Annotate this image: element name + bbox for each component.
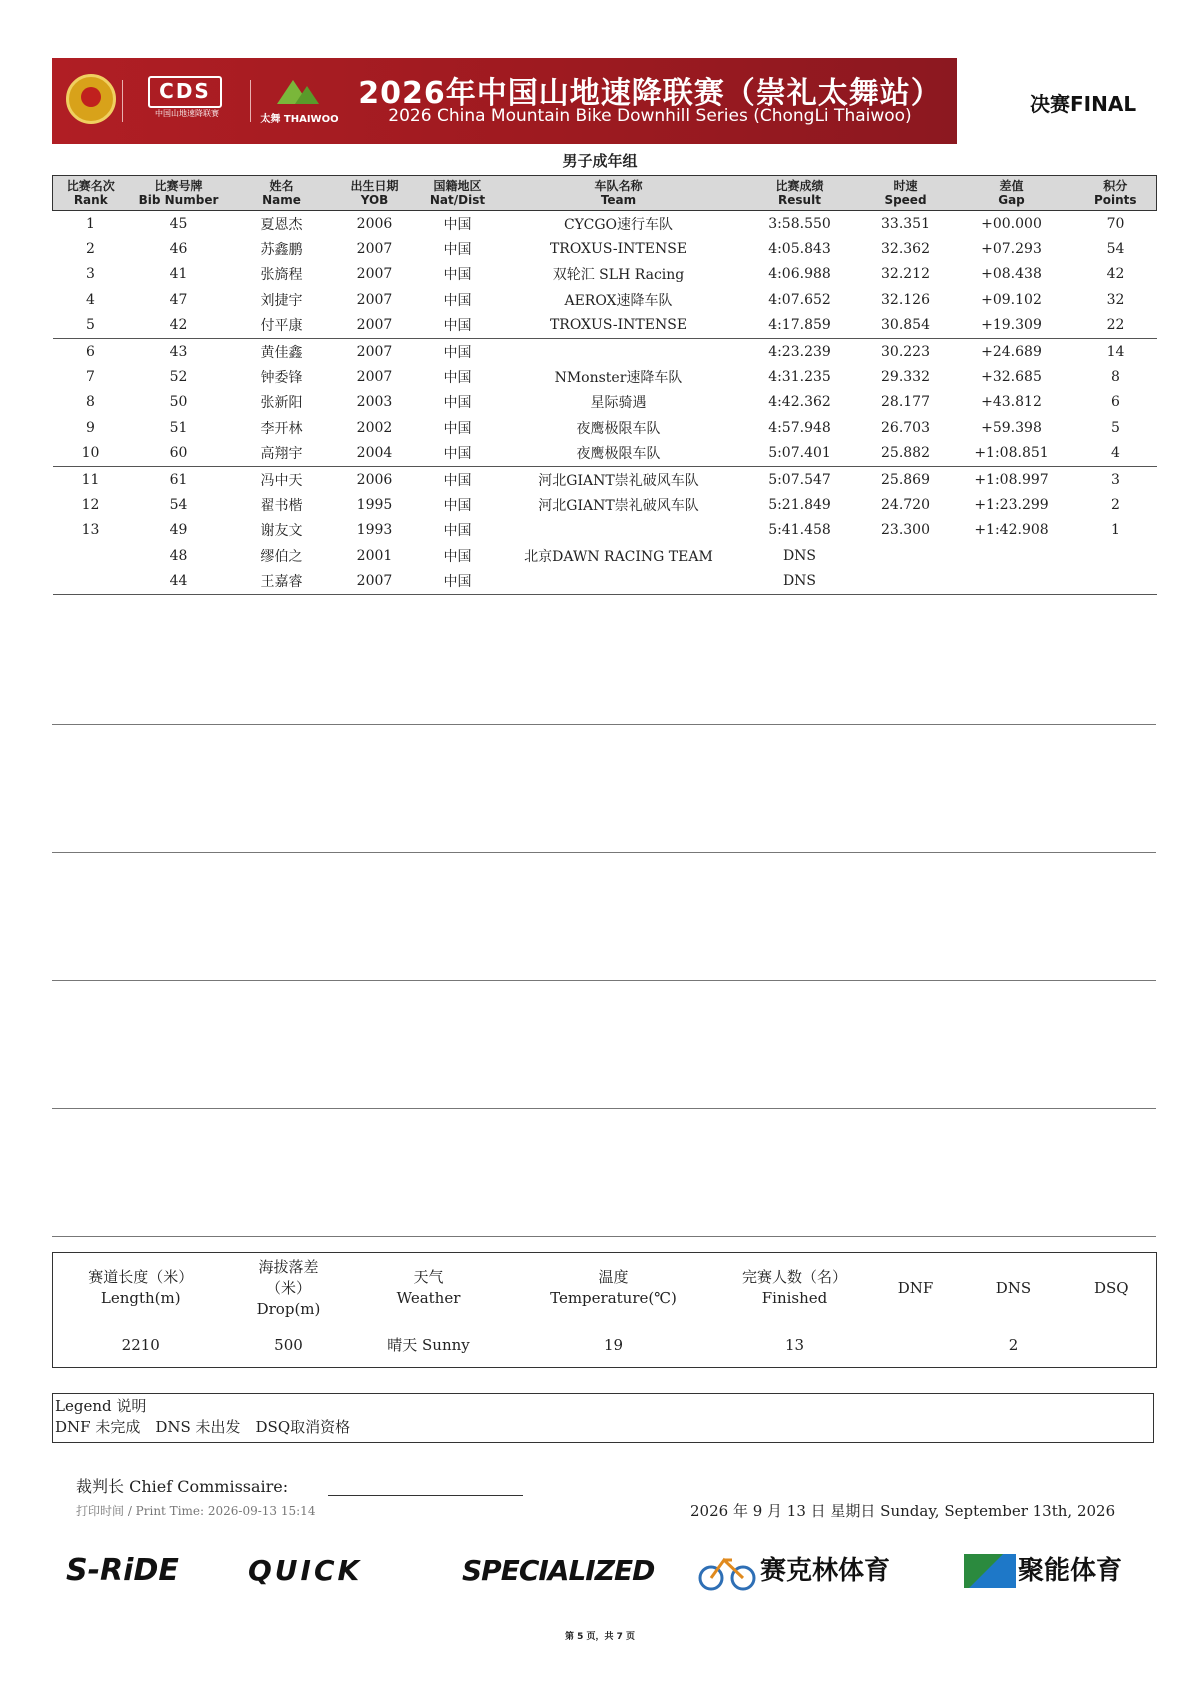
cell-points: 42 — [1106, 266, 1125, 283]
cell-team: NMonster速降车队 — [554, 370, 683, 387]
cell-team: CYCGO速行车队 — [563, 216, 674, 233]
cell-gap: +1:08.997 — [974, 471, 1049, 488]
cell-rank: 4 — [86, 291, 95, 308]
table-row — [53, 492, 1157, 517]
cell-bib: 60 — [129, 441, 229, 467]
table-row — [53, 568, 1157, 594]
cell-yob: 2004 — [335, 441, 415, 467]
table-header — [53, 176, 1157, 211]
cell-rank — [53, 543, 129, 568]
table-row — [53, 313, 1157, 339]
dsq-value — [1067, 1323, 1157, 1368]
cell-result: 4:42.362 — [768, 394, 831, 411]
cell-speed: 32.212 — [881, 266, 930, 283]
header-banner — [52, 58, 957, 144]
cell-result: 5:41.458 — [768, 522, 831, 539]
cell-result: 4:07.652 — [768, 291, 831, 308]
cell-gap: +07.293 — [981, 241, 1042, 258]
cell-yob: 2003 — [356, 394, 393, 411]
cell-name: 谢友文 — [260, 523, 303, 540]
cmbds-logo — [132, 76, 242, 126]
col-result: 比赛成绩 Result — [737, 176, 863, 211]
table-row — [53, 390, 1157, 415]
cell-points: 70 — [1106, 215, 1125, 232]
cell-yob: 2006 — [356, 471, 393, 488]
cell-yob: 2002 — [356, 419, 393, 436]
cell-speed: 25.882 — [863, 441, 949, 467]
cell-rank: 13 — [81, 522, 100, 539]
sponsor-juneng-logo — [964, 1548, 1134, 1594]
weather-label: 天气 Weather — [396, 1268, 461, 1307]
cell-name: 张新阳 — [260, 395, 303, 412]
cell-nat: 中国 — [443, 267, 472, 284]
divider — [122, 80, 123, 122]
cell-points: 54 — [1106, 241, 1125, 258]
cell-rank: 3 — [86, 266, 95, 283]
cell-speed: 30.223 — [881, 343, 930, 360]
cell-speed: 23.300 — [881, 522, 930, 539]
finished-label: 完赛人数（名） Finished — [741, 1268, 847, 1307]
cell-team — [501, 518, 737, 543]
cell-name: 高翔宇 — [229, 441, 335, 467]
cell-points: 4 — [1075, 441, 1157, 467]
signature-line — [328, 1495, 523, 1496]
cell-yob: 2007 — [356, 266, 393, 283]
sponsor-saikelin-text: 赛克林体育 — [760, 1556, 891, 1586]
cell-speed: 33.351 — [881, 215, 930, 232]
sponsor-specialized-logo: SPECIALIZED — [462, 1554, 655, 1587]
table-row — [53, 236, 1157, 261]
cell-name: 钟委锋 — [260, 370, 303, 387]
cell-yob: 2007 — [335, 313, 415, 339]
cell-nat: 中国 — [443, 497, 472, 514]
cell-points: 8 — [1111, 369, 1120, 386]
cell-bib: 49 — [169, 522, 188, 539]
cell-nat: 中国 — [443, 523, 472, 540]
cell-speed: 24.720 — [881, 496, 930, 513]
cell-nat: 中国 — [443, 370, 472, 387]
cell-speed: 28.177 — [881, 394, 930, 411]
cell-name: 缪伯之 — [260, 548, 303, 565]
table-row — [53, 287, 1157, 312]
table-row — [53, 364, 1157, 389]
cell-points: 2 — [1111, 496, 1120, 513]
cell-yob: 2007 — [356, 291, 393, 308]
legend-items: DNF 未完成 DNS 未出发 DSQ取消资格 — [55, 1418, 351, 1436]
divider — [250, 80, 251, 122]
sponsor-juneng-text: 聚能体育 — [1018, 1556, 1123, 1586]
cell-name: 张旖程 — [260, 267, 303, 284]
cell-gap: +09.102 — [981, 291, 1042, 308]
event-title-cn: 2026年中国山地速降联赛（崇礼太舞站） — [358, 76, 942, 111]
cell-team — [501, 568, 737, 594]
page-number: 第 5 页，共 7 页 — [564, 1632, 636, 1642]
thaiwoo-logo — [257, 74, 342, 128]
cca-emblem-icon — [66, 74, 116, 124]
cell-yob: 2006 — [356, 215, 393, 232]
length-label: 赛道长度（米） Length(m) — [88, 1268, 194, 1307]
cell-yob: 2001 — [356, 547, 393, 564]
temperature-label: 温度 Temperature(℃) — [550, 1268, 677, 1307]
cell-speed — [863, 543, 949, 568]
table-row — [53, 211, 1157, 237]
print-time: 打印时间 / Print Time: 2026-09-13 15:14 — [76, 1504, 316, 1518]
stage-label: 决赛FINAL — [1030, 92, 1137, 116]
course-stats — [52, 1252, 1157, 1368]
cell-result: DNS — [782, 547, 817, 564]
cell-yob: 2007 — [356, 241, 393, 258]
cell-rank: 12 — [81, 496, 100, 513]
cell-points: 1 — [1111, 522, 1120, 539]
cell-gap: +00.000 — [981, 215, 1042, 232]
cell-team: 河北GIANT崇礼破风车队 — [538, 497, 699, 514]
cell-rank: 1 — [86, 215, 95, 232]
cell-bib: 41 — [169, 266, 188, 283]
cell-result: 5:21.849 — [768, 496, 831, 513]
col-name: 姓名 Name — [229, 176, 335, 211]
cell-team: 星际骑遇 — [590, 395, 647, 412]
cell-rank: 11 — [81, 471, 100, 488]
cell-bib: 48 — [169, 547, 188, 564]
drop-value: 500 — [274, 1335, 303, 1354]
dns-label: DNS — [995, 1278, 1032, 1297]
juneng-mark-icon — [964, 1554, 1016, 1588]
cell-result: 4:06.988 — [768, 266, 831, 283]
table-row — [53, 518, 1157, 543]
dnf-value — [871, 1323, 961, 1368]
sponsor-sride-logo: S-RiDE — [66, 1553, 179, 1588]
cell-result: 5:07.401 — [737, 441, 863, 467]
cell-nat: 中国 — [415, 441, 501, 467]
cell-yob: 2007 — [335, 568, 415, 594]
cell-name: 付平康 — [229, 313, 335, 339]
cell-gap: +32.685 — [981, 369, 1042, 386]
cell-rank: 8 — [86, 394, 95, 411]
col-nat: 国籍地区 Nat/Dist — [415, 176, 501, 211]
cell-result: 3:58.550 — [768, 215, 831, 232]
cell-nat: 中国 — [443, 344, 472, 361]
cell-team: TROXUS-INTENSE — [501, 313, 737, 339]
col-yob: 出生日期 YOB — [335, 176, 415, 211]
weather-value: 晴天 Sunny — [387, 1335, 470, 1354]
cell-result: 4:17.859 — [737, 313, 863, 339]
cell-bib: 43 — [169, 343, 188, 360]
cell-name: 刘捷宇 — [260, 292, 303, 309]
cell-yob: 2007 — [356, 369, 393, 386]
cell-points: 14 — [1106, 343, 1125, 360]
cell-speed: 32.362 — [881, 241, 930, 258]
table-row — [53, 441, 1157, 467]
cell-bib: 44 — [129, 568, 229, 594]
cell-team: 夜鹰极限车队 — [501, 441, 737, 467]
cell-rank: 10 — [53, 441, 129, 467]
dnf-label: DNF — [897, 1278, 934, 1297]
sponsor-quick-logo: QUICK — [248, 1554, 363, 1587]
col-bib: 比赛号牌 Bib Number — [129, 176, 229, 211]
cell-bib: 61 — [169, 471, 188, 488]
cell-speed: 26.703 — [881, 419, 930, 436]
cell-speed: 25.869 — [881, 471, 930, 488]
cell-gap: +59.398 — [981, 419, 1042, 436]
cell-gap: +1:08.851 — [949, 441, 1075, 467]
cell-bib: 46 — [169, 241, 188, 258]
temperature-value: 19 — [603, 1335, 624, 1354]
cell-points: 22 — [1075, 313, 1157, 339]
col-team: 车队名称 Team — [501, 176, 737, 211]
dns-value: 2 — [1008, 1335, 1019, 1354]
cell-team — [501, 338, 737, 364]
table-row — [53, 466, 1157, 492]
cell-speed: 32.126 — [881, 291, 930, 308]
dsq-label: DSQ — [1093, 1278, 1129, 1297]
cell-nat: 中国 — [415, 313, 501, 339]
cell-rank: 5 — [53, 313, 129, 339]
cell-rank: 2 — [86, 241, 95, 258]
cell-nat: 中国 — [443, 548, 472, 565]
cell-name: 黄佳鑫 — [260, 344, 303, 361]
bicycle-icon — [698, 1552, 756, 1592]
cell-team: 双轮汇 SLH Racing — [552, 267, 685, 284]
cell-gap: +1:42.908 — [974, 522, 1049, 539]
cell-nat: 中国 — [443, 292, 472, 309]
divider — [52, 980, 1156, 981]
cell-speed — [863, 568, 949, 594]
cell-rank: 9 — [86, 419, 95, 436]
cell-rank: 6 — [86, 343, 95, 360]
sponsor-saikelin-logo — [698, 1548, 918, 1594]
cell-speed: 29.332 — [881, 369, 930, 386]
cell-name: 李开林 — [260, 420, 303, 437]
event-title-en: 2026 China Mountain Bike Downhill Series (ChongLi Thaiwoo) — [388, 106, 912, 126]
cell-bib: 50 — [169, 394, 188, 411]
thaiwoo-logo-text: 太舞 THAIWOO — [260, 114, 339, 125]
table-row — [53, 338, 1157, 364]
cell-bib: 51 — [169, 419, 188, 436]
cell-gap: +08.438 — [981, 266, 1042, 283]
cell-nat: 中国 — [443, 242, 472, 259]
cell-team: 河北GIANT崇礼破风车队 — [538, 472, 699, 489]
cell-points: 5 — [1111, 419, 1120, 436]
cell-team: AEROX速降车队 — [564, 292, 673, 309]
cell-name: 翟书楷 — [260, 497, 303, 514]
cell-nat: 中国 — [443, 216, 472, 233]
length-value: 2210 — [121, 1335, 160, 1354]
cell-nat: 中国 — [415, 568, 501, 594]
legend-title: Legend 说明 — [55, 1397, 147, 1415]
cell-team: 北京DAWN RACING TEAM — [524, 548, 713, 565]
cell-team: 夜鹰极限车队 — [576, 420, 661, 437]
cell-nat: 中国 — [443, 420, 472, 437]
cell-gap — [949, 568, 1075, 594]
table-row — [53, 543, 1157, 568]
cell-gap: +1:23.299 — [974, 496, 1049, 513]
cell-name: 王嘉睿 — [229, 568, 335, 594]
cell-gap: +24.689 — [981, 343, 1042, 360]
cmbds-logo-subtitle: 中国山地速降联赛 — [155, 109, 219, 118]
divider — [52, 1108, 1156, 1109]
cell-bib: 54 — [169, 496, 188, 513]
cell-yob: 2007 — [356, 343, 393, 360]
cell-gap: +19.309 — [949, 313, 1075, 339]
table-row — [53, 262, 1157, 287]
cell-bib: 47 — [169, 291, 188, 308]
cell-bib: 45 — [169, 215, 188, 232]
cell-points: 3 — [1111, 471, 1120, 488]
cell-points — [1075, 568, 1157, 594]
divider — [52, 724, 1156, 725]
mountain-icon — [295, 86, 319, 104]
cell-yob: 1995 — [356, 496, 393, 513]
col-points: 积分 Points — [1075, 176, 1157, 211]
cell-bib: 42 — [129, 313, 229, 339]
group-title: 男子成年组 — [562, 152, 638, 170]
cell-gap — [949, 543, 1075, 568]
finished-value: 13 — [784, 1335, 805, 1354]
cell-nat: 中国 — [443, 395, 472, 412]
cell-yob: 1993 — [356, 522, 393, 539]
col-rank: 比赛名次 Rank — [53, 176, 129, 211]
cell-points: 32 — [1106, 291, 1125, 308]
cell-gap: +43.812 — [981, 394, 1042, 411]
cell-result: 4:57.948 — [768, 419, 831, 436]
cell-name: 夏恩杰 — [260, 216, 303, 233]
legend-box — [52, 1393, 1154, 1443]
cell-speed: 30.854 — [863, 313, 949, 339]
table-row — [53, 415, 1157, 440]
cell-result: 4:05.843 — [768, 241, 831, 258]
drop-label: 海拔落差 （米） Drop(m) — [256, 1257, 321, 1318]
cell-team: TROXUS-INTENSE — [549, 241, 688, 258]
cmbds-logo-text: CDS — [148, 76, 222, 108]
col-gap: 差值 Gap — [949, 176, 1075, 211]
cell-points — [1075, 543, 1157, 568]
cell-result: 5:07.547 — [768, 471, 831, 488]
col-speed: 时速 Speed — [863, 176, 949, 211]
cell-rank — [53, 568, 129, 594]
divider — [52, 852, 1156, 853]
divider — [52, 1236, 1156, 1237]
cell-points: 6 — [1111, 394, 1120, 411]
cell-name: 苏鑫鹏 — [260, 242, 303, 259]
cell-rank: 7 — [86, 369, 95, 386]
cell-result: 4:31.235 — [768, 369, 831, 386]
cell-name: 冯中天 — [260, 472, 303, 489]
cell-result: 4:23.239 — [768, 343, 831, 360]
cell-bib: 52 — [169, 369, 188, 386]
event-date: 2026 年 9 月 13 日 星期日 Sunday, September 13th, 2026 — [690, 1502, 1116, 1520]
results-table — [52, 175, 1157, 595]
chief-commissaire-label: 裁判长 Chief Commissaire: — [76, 1477, 289, 1496]
cell-nat: 中国 — [443, 472, 472, 489]
cell-result: DNS — [737, 568, 863, 594]
